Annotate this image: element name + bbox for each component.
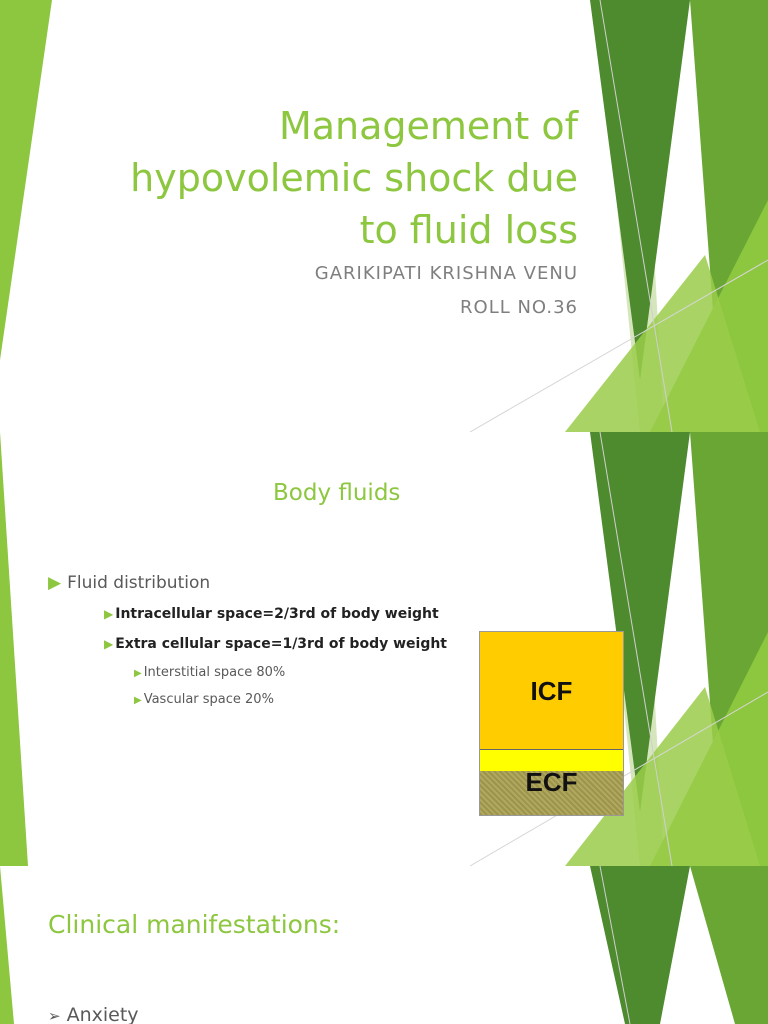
triangle-right-icon: ▶ [104, 607, 114, 621]
bullet-level-1: ▶ Fluid distribution [48, 573, 211, 593]
icf-label: ICF [530, 676, 573, 706]
bullet-level-2: ▶ Intracellular space=2/3rd of body weight [104, 606, 439, 622]
bullet-level-2: ▶ Extra cellular space=1/3rd of body weight [104, 636, 448, 652]
slide-3 [0, 866, 768, 1024]
slide-decoration [0, 866, 768, 1024]
triangle-right-icon: ▶ [48, 573, 62, 593]
fluid-compartment-diagram [479, 631, 624, 816]
roll-number: ROLL NO.36 [460, 297, 578, 318]
triangle-right-icon: ▶ [104, 637, 114, 651]
bullet-level-3: ▶ Interstitial space 80% [134, 665, 286, 680]
slide-title: Management of hypovolemic shock due to fluid loss [130, 104, 578, 252]
arrow-right-icon: ➢ [48, 1007, 61, 1024]
slide-title: Clinical manifestations: [48, 910, 341, 939]
author-name: GARIKIPATI KRISHNA VENU [314, 263, 578, 284]
ecf-label: ECF [525, 767, 578, 797]
triangle-right-icon: ▶ [134, 695, 142, 706]
slide-1 [0, 0, 768, 432]
slide-2 [0, 432, 768, 866]
slide-title: Body fluids [273, 480, 401, 506]
bullet-level-1: ➢ Anxiety [48, 1004, 139, 1024]
triangle-right-icon: ▶ [134, 668, 142, 679]
bullet-level-3: ▶ Vascular space 20% [134, 692, 274, 707]
